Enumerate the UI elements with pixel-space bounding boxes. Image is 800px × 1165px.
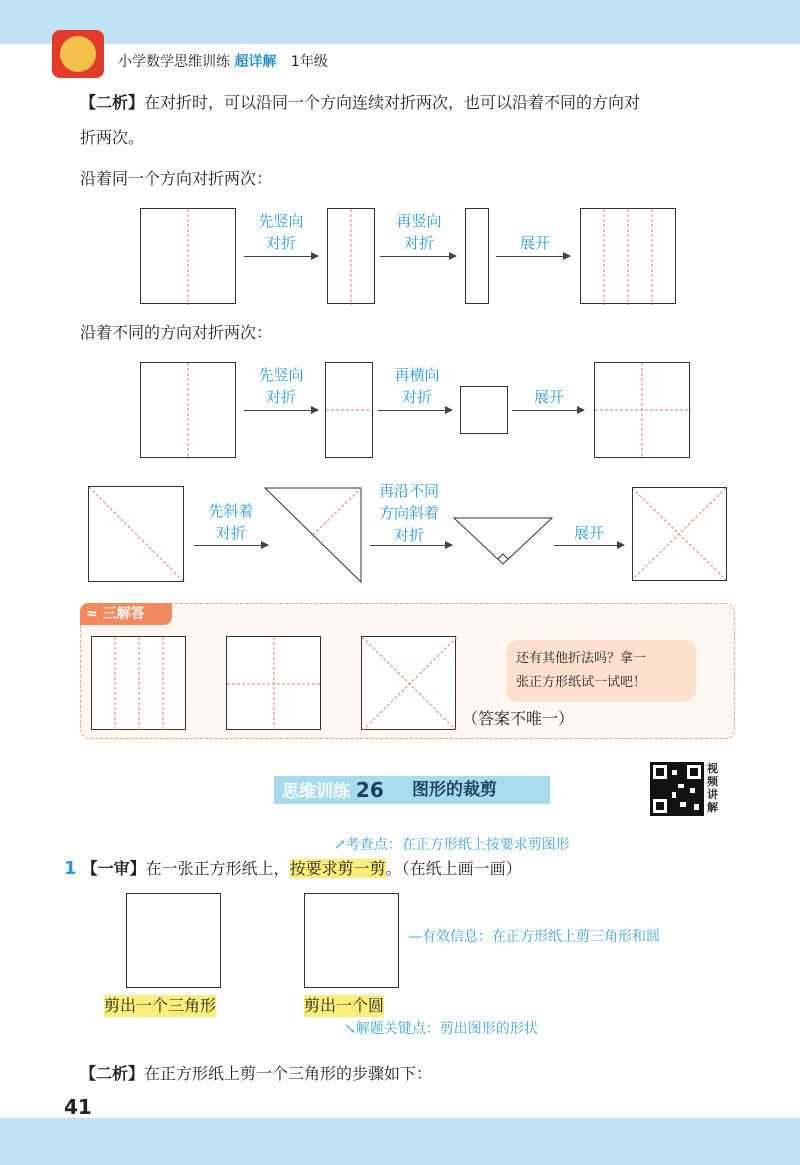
annotation-pointer-icon: ↘ — [344, 1021, 356, 1037]
page-number: 41 — [64, 1095, 92, 1119]
unfolded-paper — [632, 487, 727, 581]
step-label: 先竖向 — [258, 366, 304, 384]
tip-bubble — [506, 640, 696, 702]
problem-1-statement — [64, 858, 522, 880]
fold-lines-svg — [227, 637, 322, 731]
step-label: 再横向 — [394, 366, 440, 384]
small-triangle-paper — [454, 518, 552, 564]
fold-lines-svg — [92, 637, 187, 731]
step-label: 展开 — [573, 524, 604, 542]
annotation-exam-point — [334, 834, 570, 854]
label-triangle: 剪出一个三角形 — [104, 996, 217, 1015]
arrow-icon — [370, 545, 452, 546]
step-label: 对折 — [401, 388, 432, 406]
analysis-text-1: 在对折时，可以沿同一个方向连续对折两次，也可以沿着不同的方向对 — [144, 93, 641, 112]
step-label: 对折 — [265, 234, 296, 252]
annotation-pointer-icon: — — [408, 929, 422, 945]
annotation-key-info-text: 有效信息：在正方形纸上剪三角形和圆 — [422, 929, 660, 945]
answer-note: （答案不唯一） — [462, 709, 575, 728]
problem-highlight: 按要求剪一剪 — [289, 859, 386, 878]
annotation-key-point — [344, 1018, 538, 1038]
analysis-2-text: 在正方形纸上剪一个三角形的步骤如下： — [144, 1064, 433, 1083]
video-label — [707, 762, 721, 814]
step-label: 对折 — [403, 234, 434, 252]
analysis-tag: 【二析】 — [80, 93, 145, 112]
video-char: 频 — [707, 775, 718, 788]
problem-text-end: 。（在纸上画一画） — [385, 859, 522, 878]
step-label: 再沿不同 — [378, 482, 439, 500]
wave-icon: ≈ — [86, 606, 98, 622]
problem-tag: 【一审】 — [81, 859, 146, 878]
section-label — [282, 776, 384, 806]
problem-text: 在一张正方形纸上， — [145, 859, 290, 878]
qr-pattern — [650, 762, 704, 816]
step-label: 展开 — [533, 388, 564, 406]
answer-paper-3 — [361, 636, 456, 730]
problem-number: 1 — [64, 858, 77, 879]
different-direction-title: 沿着不同的方向对折两次： — [80, 323, 273, 342]
fold-lines-svg — [362, 637, 457, 731]
analysis-line-2: 折两次。 — [80, 128, 145, 147]
section-label-text: 思维训练 — [282, 782, 350, 802]
answer-tag — [80, 603, 172, 625]
annotation-key-info — [408, 926, 660, 946]
step-label: 再竖向 — [396, 212, 442, 230]
header-accent: 超详解 — [234, 54, 277, 70]
annotation-pointer-icon: ↗ — [334, 837, 346, 853]
analysis-2 — [80, 1063, 432, 1085]
step-label: 对折 — [215, 524, 246, 542]
step-label: 对折 — [265, 388, 296, 406]
video-char: 解 — [707, 801, 718, 814]
section-number: 26 — [355, 778, 384, 802]
video-char: 讲 — [707, 788, 718, 801]
annotation-key-point-text: 解题关键点：剪出图形的形状 — [355, 1021, 538, 1037]
analysis-2-tag: 【二析】 — [80, 1064, 145, 1083]
answer-tag-label: 三解答 — [102, 606, 145, 622]
section-title: 图形的裁剪 — [412, 780, 497, 800]
step-label: 先竖向 — [258, 212, 304, 230]
label-circle: 剪出一个圆 — [304, 996, 385, 1015]
video-char: 视 — [707, 762, 718, 775]
cut-paper-2 — [304, 893, 399, 988]
header-title: 小学数学思维训练 — [118, 54, 230, 70]
step-label: 展开 — [519, 234, 550, 252]
step-label: 对折 — [393, 526, 424, 544]
arrow-icon — [554, 545, 624, 546]
annotation-exam-point-text: 考查点：在正方形纸上按要求剪图形 — [345, 837, 570, 853]
answer-paper-2 — [226, 636, 321, 730]
tip-line-1: 还有其他折法吗？拿一 — [516, 651, 647, 666]
step-label: 先斜着 — [208, 502, 254, 520]
cut-paper-1 — [126, 893, 221, 988]
tip-line-2: 张正方形纸试一试吧！ — [516, 675, 647, 690]
answer-paper-1 — [91, 636, 186, 730]
same-direction-title: 沿着同一个方向对折两次： — [80, 169, 273, 188]
step-label: 方向斜着 — [378, 504, 439, 522]
header-grade: 1年级 — [290, 54, 328, 70]
qr-code-icon[interactable] — [650, 762, 704, 816]
